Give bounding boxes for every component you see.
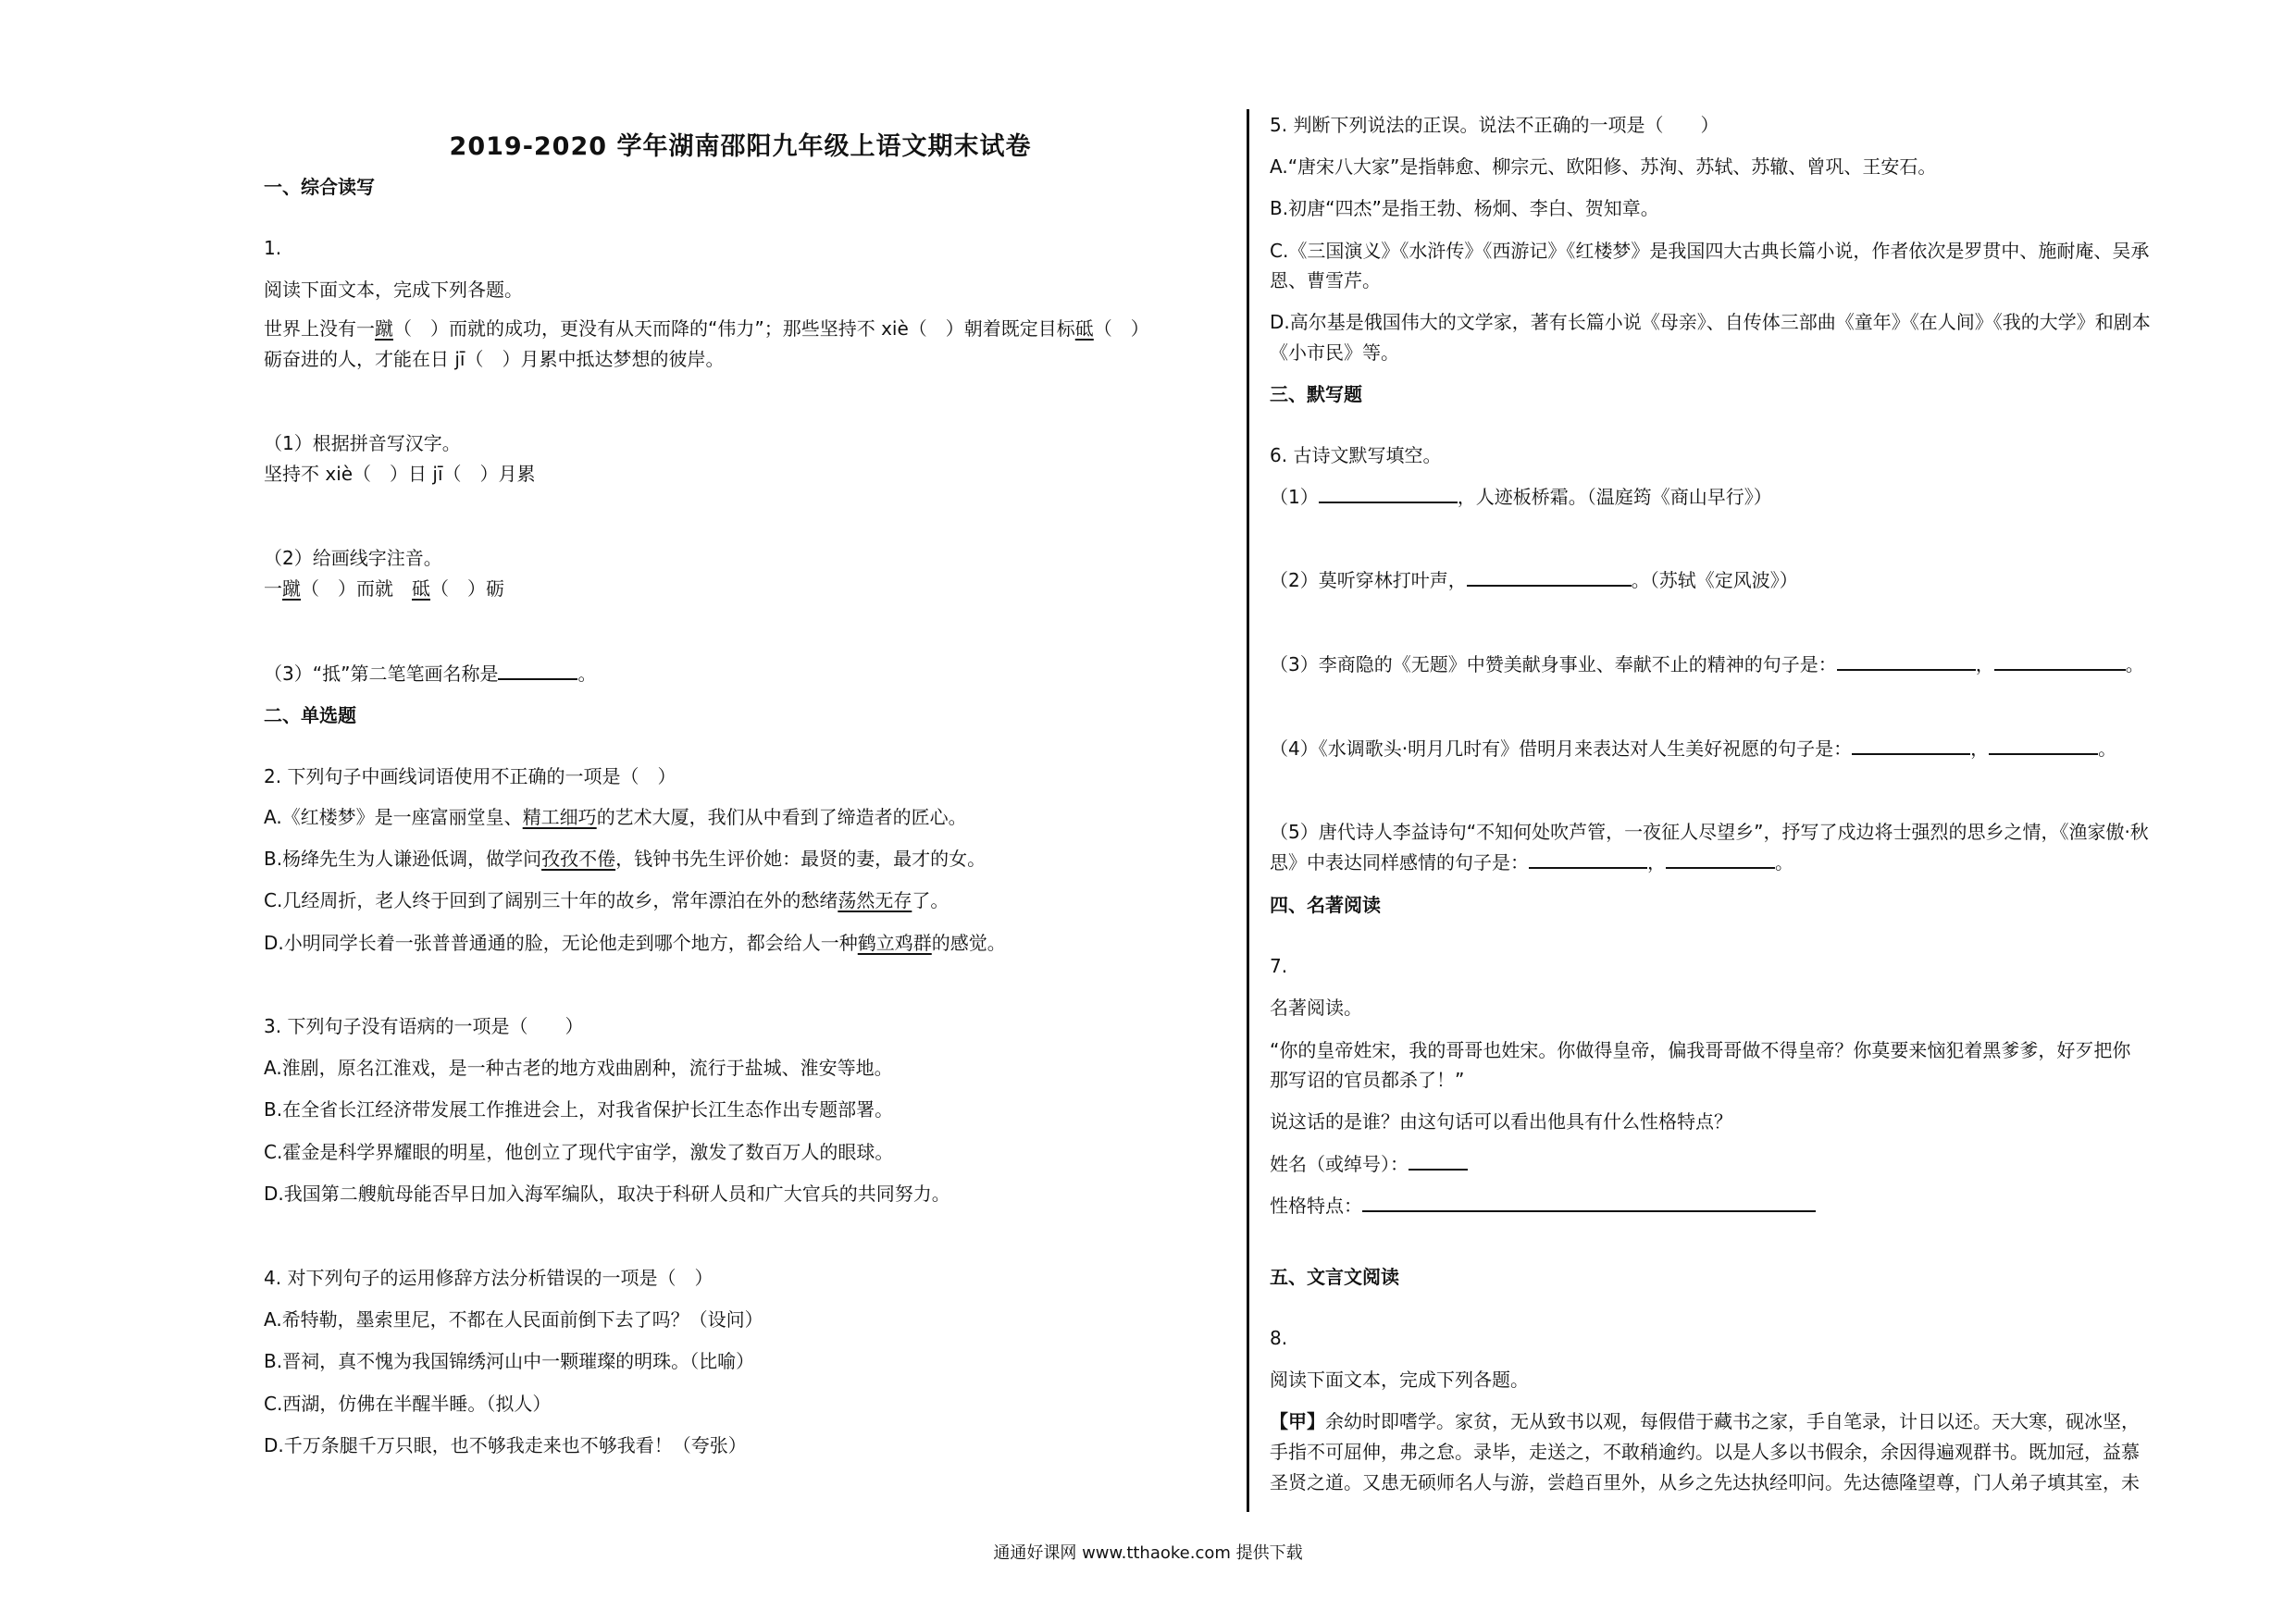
answer-blank[interactable]: [498, 660, 577, 680]
question-6-line-3: （3）李商隐的《无题》中赞美献身事业、奉献不止的精神的句子是： ， 。: [1270, 650, 2144, 678]
question-4-option-a: A.希特勒，墨索里尼，不都在人民面前倒下去了吗？（设问）: [264, 1308, 763, 1331]
question-3-stem: 3. 下列句子没有语病的一项是（ ）: [264, 1015, 584, 1037]
answer-blank[interactable]: [1319, 483, 1458, 503]
question-1-sub-1-line: 坚持不 xiè（ ）日 jī（ ）月累: [264, 463, 536, 485]
question-5-stem: 5. 判断下列说法的正误。说法不正确的一项是（ ）: [1270, 114, 1719, 136]
question-5-option-b: B.初唐“四杰”是指王勃、杨炯、李白、贺知章。: [1270, 197, 1659, 219]
question-8-text-line-1: 【甲】余幼时即嗜学。家贫，无从致书以观，每假借于藏书之家，手自笔录，计日以还。天大寒，砚冰坚，: [1270, 1410, 2140, 1432]
question-3-option-c: C.霍金是科学界耀眼的明星，他创立了现代宇宙学，激发了数百万人的眼球。: [264, 1141, 894, 1163]
question-7-question: 说这话的是谁？由这句话可以看出他具有什么性格特点？: [1270, 1110, 1732, 1133]
question-1-sub-1: （1）根据拼音写汉字。: [264, 432, 461, 454]
column-divider: [1247, 109, 1249, 1512]
question-6-line-5a: （5）唐代诗人李益诗句“不知何处吹芦管，一夜征人尽望乡”，抒写了戍边将士强烈的思乡之情，《渔家傲·秋: [1270, 821, 2149, 843]
section-heading-1: 一、综合读写: [264, 176, 375, 198]
question-5-option-d-line-2: 《小市民》等。: [1270, 341, 1399, 364]
section-heading-5: 五、文言文阅读: [1270, 1266, 1399, 1288]
question-1-sub-2: （2）给画线字注音。: [264, 547, 442, 569]
section-heading-4: 四、名著阅读: [1270, 894, 1381, 916]
question-2-option-a: A.《红楼梦》是一座富丽堂皇、精工细巧的艺术大厦，我们从中看到了缔造者的匠心。: [264, 806, 967, 828]
question-4-option-d: D.千万条腿千万只眼，也不够我走来也不够我看！（夸张）: [264, 1434, 747, 1456]
question-1-passage-line-1: 世界上没有一蹴（ ）而就的成功，更没有从天而降的“伟力”；那些坚持不 xiè（ ）朝着既定目标砥（ ）: [264, 317, 1149, 340]
question-5-option-a: A.“唐宋八大家”是指韩愈、柳宗元、欧阳修、苏洵、苏轼、苏辙、曾巩、王安石。: [1270, 155, 1937, 178]
question-8-text-line-2: 手指不可屈伸，弗之怠。录毕，走送之，不敢稍逾约。以是人多以书假余，余因得遍观群书。既加冠，益慕: [1270, 1441, 2140, 1463]
question-6-line-1: （1） ，人迹板桥霜。（温庭筠《商山早行》）: [1270, 483, 1772, 511]
question-5-option-d-line-1: D.高尔基是俄国伟大的文学家，著有长篇小说《母亲》、自传体三部曲《童年》《在人间》《我的大学》和剧本: [1270, 311, 2151, 333]
answer-blank[interactable]: [1852, 735, 1970, 755]
page-title: 2019-2020 学年湖南邵阳九年级上语文期末试卷: [449, 132, 1032, 161]
question-1-instruction: 阅读下面文本，完成下列各题。: [264, 279, 523, 301]
question-2-option-d: D.小明同学长着一张普普通通的脸，无论他走到哪个地方，都会给人一种鹤立鸡群的感觉。: [264, 932, 1006, 954]
question-8-number: 8.: [1270, 1327, 1288, 1349]
question-5-option-c-line-2: 恩、曹雪芹。: [1270, 269, 1381, 291]
question-1-number: 1.: [264, 237, 282, 259]
question-6-stem: 6. 古诗文默写填空。: [1270, 444, 1442, 466]
answer-blank[interactable]: [1989, 735, 2098, 755]
question-1-sub-3: （3）“抵”第二笔笔画名称是 。: [264, 660, 596, 688]
question-7-quote-line-1: “你的皇帝姓宋，我的哥哥也姓宋。你做得皇帝，偏我哥哥做不得皇帝？你莫要来恼犯着黑爹爹，好歹把你: [1270, 1039, 2131, 1061]
question-2-stem: 2. 下列句子中画线词语使用不正确的一项是（ ）: [264, 765, 676, 787]
answer-blank[interactable]: [1529, 849, 1647, 869]
question-1-passage-line-2: 砺奋进的人，才能在日 jī（ ）月累中抵达梦想的彼岸。: [264, 348, 725, 370]
question-7-quote-line-2: 那写诏的官员都杀了！”: [1270, 1069, 1465, 1091]
question-7-name-row: 姓名（或绰号）：: [1270, 1150, 1468, 1178]
answer-blank[interactable]: [1837, 650, 1976, 671]
answer-blank[interactable]: [1666, 849, 1775, 869]
answer-blank[interactable]: [1994, 650, 2126, 671]
question-3-option-d: D.我国第二艘航母能否早日加入海军编队，取决于科研人员和广大官兵的共同努力。: [264, 1183, 950, 1205]
question-5-option-c-line-1: C.《三国演义》《水浒传》《西游记》《红楼梦》是我国四大古典长篇小说，作者依次是罗贯中、施耐庵、吴承: [1270, 240, 2150, 262]
question-4-option-c: C.西湖，仿佛在半醒半睡。（拟人）: [264, 1393, 552, 1415]
name-answer-blank[interactable]: [1409, 1150, 1468, 1171]
question-8-instruction: 阅读下面文本，完成下列各题。: [1270, 1369, 1529, 1391]
question-8-text-line-3: 圣贤之道。又患无硕师名人与游，尝趋百里外，从乡之先达执经叩问。先达德隆望尊，门人弟子填其室，未: [1270, 1471, 2140, 1493]
question-7-trait-row: 性格特点：: [1270, 1192, 1816, 1220]
footer-credit: 通通好课网 www.tthaoke.com 提供下载: [993, 1543, 1303, 1563]
question-3-option-a: A.淮剧，原名江淮戏，是一种古老的地方戏曲剧种，流行于盐城、淮安等地。: [264, 1057, 893, 1079]
trait-answer-blank[interactable]: [1362, 1192, 1816, 1212]
question-1-sub-2-line: 一蹴（ ）而就 砥（ ）砺: [264, 577, 504, 600]
question-6-line-4: （4）《水调歌头·明月几时有》借明月来表达对人生美好祝愿的句子是： ， 。: [1270, 735, 2116, 762]
question-4-option-b: B.晋祠，真不愧为我国锦绣河山中一颗璀璨的明珠。（比喻）: [264, 1350, 755, 1372]
question-6-line-5b: 思》中表达同样感情的句子是： ， 。: [1270, 849, 1793, 876]
section-heading-3: 三、默写题: [1270, 383, 1362, 405]
question-2-option-b: B.杨绛先生为人谦逊低调，做学问孜孜不倦，钱钟书先生评价她：最贤的妻，最才的女。: [264, 848, 987, 870]
question-6-line-2: （2）莫听穿林打叶声， 。（苏轼《定风波》）: [1270, 566, 1798, 594]
question-7-title: 名著阅读。: [1270, 997, 1362, 1019]
question-3-option-b: B.在全省长江经济带发展工作推进会上，对我省保护长江生态作出专题部署。: [264, 1098, 894, 1121]
answer-blank[interactable]: [1467, 566, 1632, 587]
question-4-stem: 4. 对下列句子的运用修辞方法分析错误的一项是（ ）: [264, 1267, 714, 1289]
question-2-option-c: C.几经周折，老人终于回到了阔别三十年的故乡，常年漂泊在外的愁绪荡然无存了。: [264, 889, 949, 911]
section-heading-2: 二、单选题: [264, 704, 356, 726]
question-7-number: 7.: [1270, 955, 1288, 977]
